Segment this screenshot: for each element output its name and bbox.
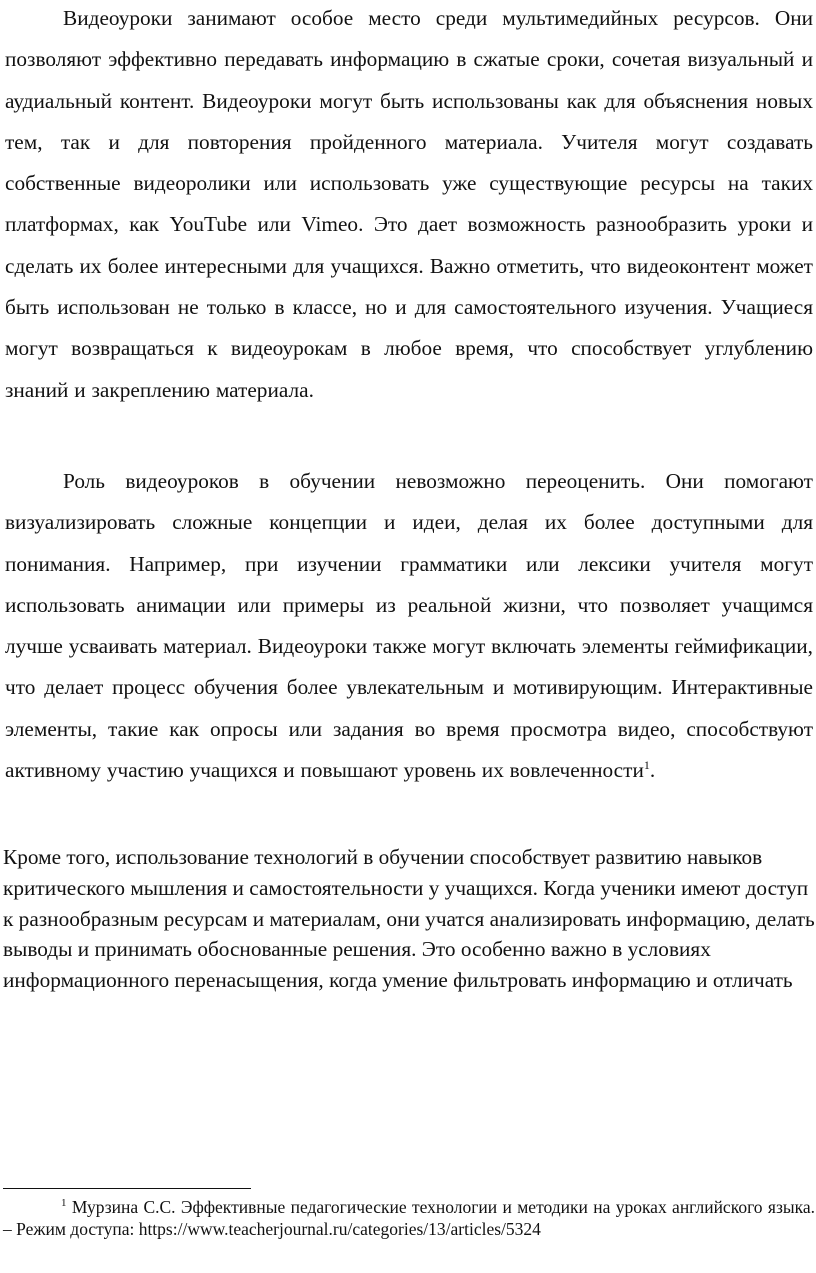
footnote-text: Мурзина С.С. Эффективные педагогические технологии и методики на уроках английского языка. – Режим доступа: https://www.teacherjournal.ru/categories/13/articles/5324 — [3, 1197, 816, 1239]
paragraph-videolessons-intro — [5, 0, 813, 411]
footnote-number: 1 — [61, 1197, 67, 1210]
paragraph-1-text: Видеоуроки занимают особое место среди мультимедийных ресурсов. Они позволяют эффективно передавать информацию в сжатые сроки, сочетая визуальный и аудиальный контент. Видеоуроки могут быть использованы как для объяснения новых тем, так и для повторения пройденного материала. Учителя могут создавать собственные видеоролики или использовать уже существующие ресурсы на таких платформах, как YouTube или Vimeo. Это дает возможность разнообразить уроки и сделать их более интересными для учащихся. Важно отметить, что видеоконтент может быть использован не только в классе, но и для самостоятельного изучения. Учащиеся могут возвращаться к видеоурокам в любое время, что способствует углублению знаний и закреплению материала. — [5, 6, 813, 402]
paragraph-3-text: Кроме того, использование технологий в обучении способствует развитию навыков критического мышления и самостоятельности у учащихся. Когда ученики имеют доступ к разнообразным ресурсам и материалам, они учатся анализировать информацию, делать выводы и принимать обоснованные решения. Это особенно важно в условиях информационного перенасыщения, когда умение фильтровать информацию и отличать — [3, 845, 815, 993]
paragraph-2-end: . — [649, 758, 656, 783]
paragraph-2-text: Роль видеоуроков в обучении невозможно переоценить. Они помогают визуализировать сложные концепции и идеи, делая их более доступными для понимания. Например, при изучении грамматики или лексики учителя могут использовать анимации или примеры из реальной жизни, что позволяет учащимся лучше усваивать материал. Видеоуроки также могут включать элементы геймификации, что делает процесс обучения более увлекательным и мотивирующим. Интерактивные элементы, такие как опросы или задания во время просмотра видео, способствуют активному участию учащихся и повышают уровень их вовлеченности — [5, 469, 813, 783]
paragraph-technology-critical-thinking — [3, 842, 815, 996]
footnote-reference[interactable]: 1 — [643, 757, 650, 772]
paragraph-videolessons-role — [5, 461, 813, 791]
footnote-separator — [3, 1188, 251, 1189]
footnote — [3, 1196, 815, 1240]
